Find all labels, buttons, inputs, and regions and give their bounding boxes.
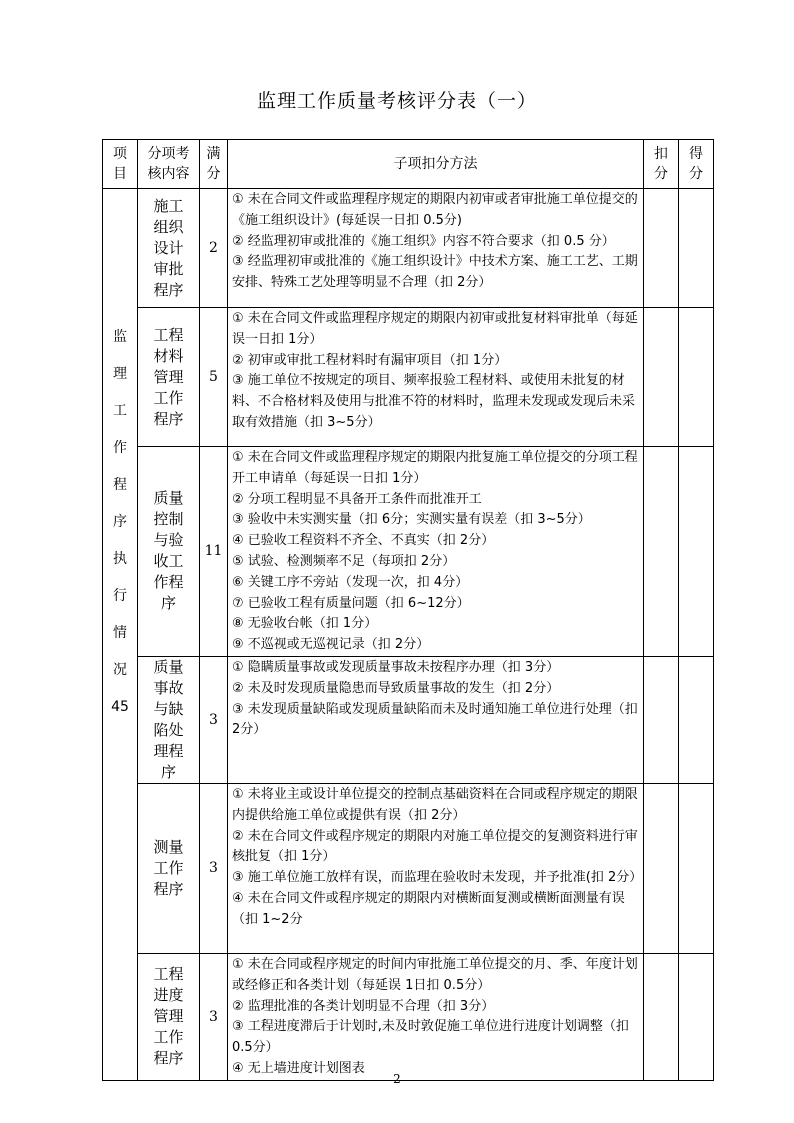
table-row bbox=[103, 189, 714, 308]
full-score-cell: 11 bbox=[200, 447, 228, 657]
deduction-rule: ② 未在合同文件或程序规定的期限内对施工单位提交的复测资料进行审核批复（扣 1分） bbox=[232, 828, 638, 865]
score-cell[interactable] bbox=[679, 189, 714, 308]
deduction-rule: ① 未将业主或设计单位提交的控制点基础资料在合同或程序规定的期限内提供给施工单位或提供有误（扣 2分） bbox=[232, 786, 638, 823]
sub-item-label: 测量工作程序 bbox=[153, 837, 184, 898]
category-char: 况 bbox=[113, 662, 127, 678]
page-number: 2 bbox=[393, 1072, 401, 1086]
deduct-cell[interactable] bbox=[644, 953, 679, 1080]
deduction-rule: ② 经监理初审或批准的《施工组织》内容不符合要求（扣 0.5 分） bbox=[232, 233, 615, 249]
category-char: 理 bbox=[113, 366, 127, 382]
sub-item-label: 质量事故与缺陷处理程序 bbox=[153, 657, 184, 781]
deduction-rule: ⑦ 已验收工程有质量问题（扣 6~12分） bbox=[232, 595, 470, 611]
deduction-rule: ① 未在合同文件或监理程序规定的期限内批复施工单位提交的分项工程开工申请单（每延误一日扣 1分） bbox=[232, 450, 638, 486]
table-row bbox=[103, 308, 714, 447]
deduction-rule: ③ 工程进度滞后于计划时,未及时敦促施工单位进行进度计划调整（扣 0.5分） bbox=[232, 1019, 629, 1056]
header-row bbox=[103, 140, 714, 189]
sub-item-name bbox=[138, 783, 200, 953]
score-cell[interactable] bbox=[679, 308, 714, 447]
evaluation-table bbox=[102, 139, 714, 1081]
rules-cell bbox=[228, 447, 644, 657]
category-char: 执 bbox=[113, 551, 127, 567]
sub-item-name bbox=[138, 447, 200, 657]
deduction-rule: ④ 未在合同文件或程序规定的期限内对横断面复测或横断面测量有误（扣 1~2分 bbox=[232, 890, 625, 927]
rules-cell bbox=[228, 656, 644, 783]
deduction-rule: ② 初审或审批工程材料时有漏审项目（扣 1分） bbox=[232, 352, 508, 368]
sub-item-name bbox=[138, 953, 200, 1080]
deduction-rule: ③ 施工单位不按规定的项目、频率报验工程材料、或使用未批复的材料、不合格材料及使用与批准不符的材料时，监理未发现或发现后未采取有效措施（扣 3~5分） bbox=[232, 373, 636, 430]
category-char: 序 bbox=[113, 514, 127, 530]
full-score-cell: 3 bbox=[200, 783, 228, 953]
deduct-cell[interactable] bbox=[644, 189, 679, 308]
deduct-cell[interactable] bbox=[644, 308, 679, 447]
deduction-rule: ⑨ 不巡视或无巡视记录（扣 2分） bbox=[232, 637, 430, 653]
deduction-rule: ② 监理批准的各类计划明显不合理（扣 3分） bbox=[232, 998, 495, 1014]
sub-item-label: 施工组织设计审批程序 bbox=[153, 196, 184, 299]
deduct-cell[interactable] bbox=[644, 783, 679, 953]
page-title: 监理工作质量考核评分表（一） bbox=[256, 90, 537, 112]
sub-item-label: 工程材料管理工作程序 bbox=[153, 325, 184, 428]
deduction-rule: ② 分项工程明显不具备开工条件而批准开工 bbox=[232, 491, 482, 507]
header-score: 得分 bbox=[679, 140, 714, 189]
deduction-rule: ① 未在合同文件或监理程序规定的期限内初审或批复材料审批单（每延误一日扣 1分） bbox=[232, 311, 638, 347]
score-cell[interactable] bbox=[679, 447, 714, 657]
category-char: 情 bbox=[113, 625, 127, 641]
deduction-rule: ③ 未发现质量缺陷或发现质量缺陷而未及时通知施工单位进行处理（扣 2分） bbox=[232, 701, 638, 738]
rules-cell bbox=[228, 953, 644, 1080]
header-full-score: 满分 bbox=[200, 140, 228, 189]
sub-item-name bbox=[138, 189, 200, 308]
category-char: 工 bbox=[113, 403, 127, 419]
category-char: 程 bbox=[113, 477, 127, 493]
deduction-rule: ① 未在合同文件或监理程序规定的期限内初审或者审批施工单位提交的《施工组织设计》(每延误一日扣 0.5分) bbox=[232, 192, 638, 228]
rules-cell bbox=[228, 783, 644, 953]
deduction-rule: ③ 验收中未实测实量（扣 6分；实测实量有误差（扣 3~5分） bbox=[232, 512, 591, 528]
category-score: 45 bbox=[111, 699, 129, 715]
score-cell[interactable] bbox=[679, 953, 714, 1080]
header-deduct: 扣分 bbox=[644, 140, 679, 189]
table-row bbox=[103, 447, 714, 657]
deduction-rule: ④ 已验收工程资料不齐全、不真实（扣 2分） bbox=[232, 533, 495, 549]
sub-item-name bbox=[138, 308, 200, 447]
category-char: 监 bbox=[113, 329, 127, 345]
full-score-cell: 3 bbox=[200, 953, 228, 1080]
deduct-cell[interactable] bbox=[644, 447, 679, 657]
deduction-rule: ③ 经监理初审或批准的《施工组织设计》中技术方案、施工工艺、工期安排、特殊工艺处理等明显不合理（扣 2分） bbox=[232, 254, 638, 291]
deduction-rule: ① 未在合同或程序规定的时间内审批施工单位提交的月、季、年度计划或经修正和各类计划（每延误 1日扣 0.5分） bbox=[232, 956, 638, 993]
full-score-cell: 2 bbox=[200, 189, 228, 308]
rules-cell bbox=[228, 308, 644, 447]
sub-item-label: 质量控制与验收工作程序 bbox=[153, 489, 184, 613]
deduction-rule: ② 未及时发现质量隐患而导致质量事故的发生（扣 2分） bbox=[232, 680, 560, 696]
header-sub-content: 分项考核内容 bbox=[138, 140, 200, 189]
full-score-cell: 5 bbox=[200, 308, 228, 447]
category-cell bbox=[103, 189, 138, 1081]
header-item: 项目 bbox=[103, 140, 138, 189]
table-row bbox=[103, 783, 714, 953]
score-cell[interactable] bbox=[679, 783, 714, 953]
deduction-rule: ⑥ 关键工序不旁站（发现一次，扣 4分） bbox=[232, 574, 469, 590]
score-cell[interactable] bbox=[679, 656, 714, 783]
deduction-rule: ⑤ 试验、检测频率不足（每项扣 2分） bbox=[232, 553, 456, 569]
sub-item-label: 工程进度管理工作程序 bbox=[153, 965, 184, 1068]
deduct-cell[interactable] bbox=[644, 656, 679, 783]
category-char: 行 bbox=[113, 588, 127, 604]
header-method: 子项扣分方法 bbox=[228, 140, 644, 189]
deduction-rule: ① 隐瞒质量事故或发现质量事故未按程序办理（扣 3分） bbox=[232, 659, 560, 675]
category-char: 作 bbox=[113, 440, 127, 456]
deduction-rule: ④ 无上墙进度计划图表 bbox=[232, 1060, 365, 1076]
rules-cell bbox=[228, 189, 644, 308]
table-row bbox=[103, 656, 714, 783]
sub-item-name bbox=[138, 656, 200, 783]
deduction-rule: ③ 施工单位施工放样有误，而监理在验收时未发现，并予批准(扣 2分） bbox=[232, 870, 643, 886]
full-score-cell: 3 bbox=[200, 656, 228, 783]
table-row bbox=[103, 953, 714, 1080]
deduction-rule: ⑧ 无验收台帐（扣 1分） bbox=[232, 616, 378, 632]
